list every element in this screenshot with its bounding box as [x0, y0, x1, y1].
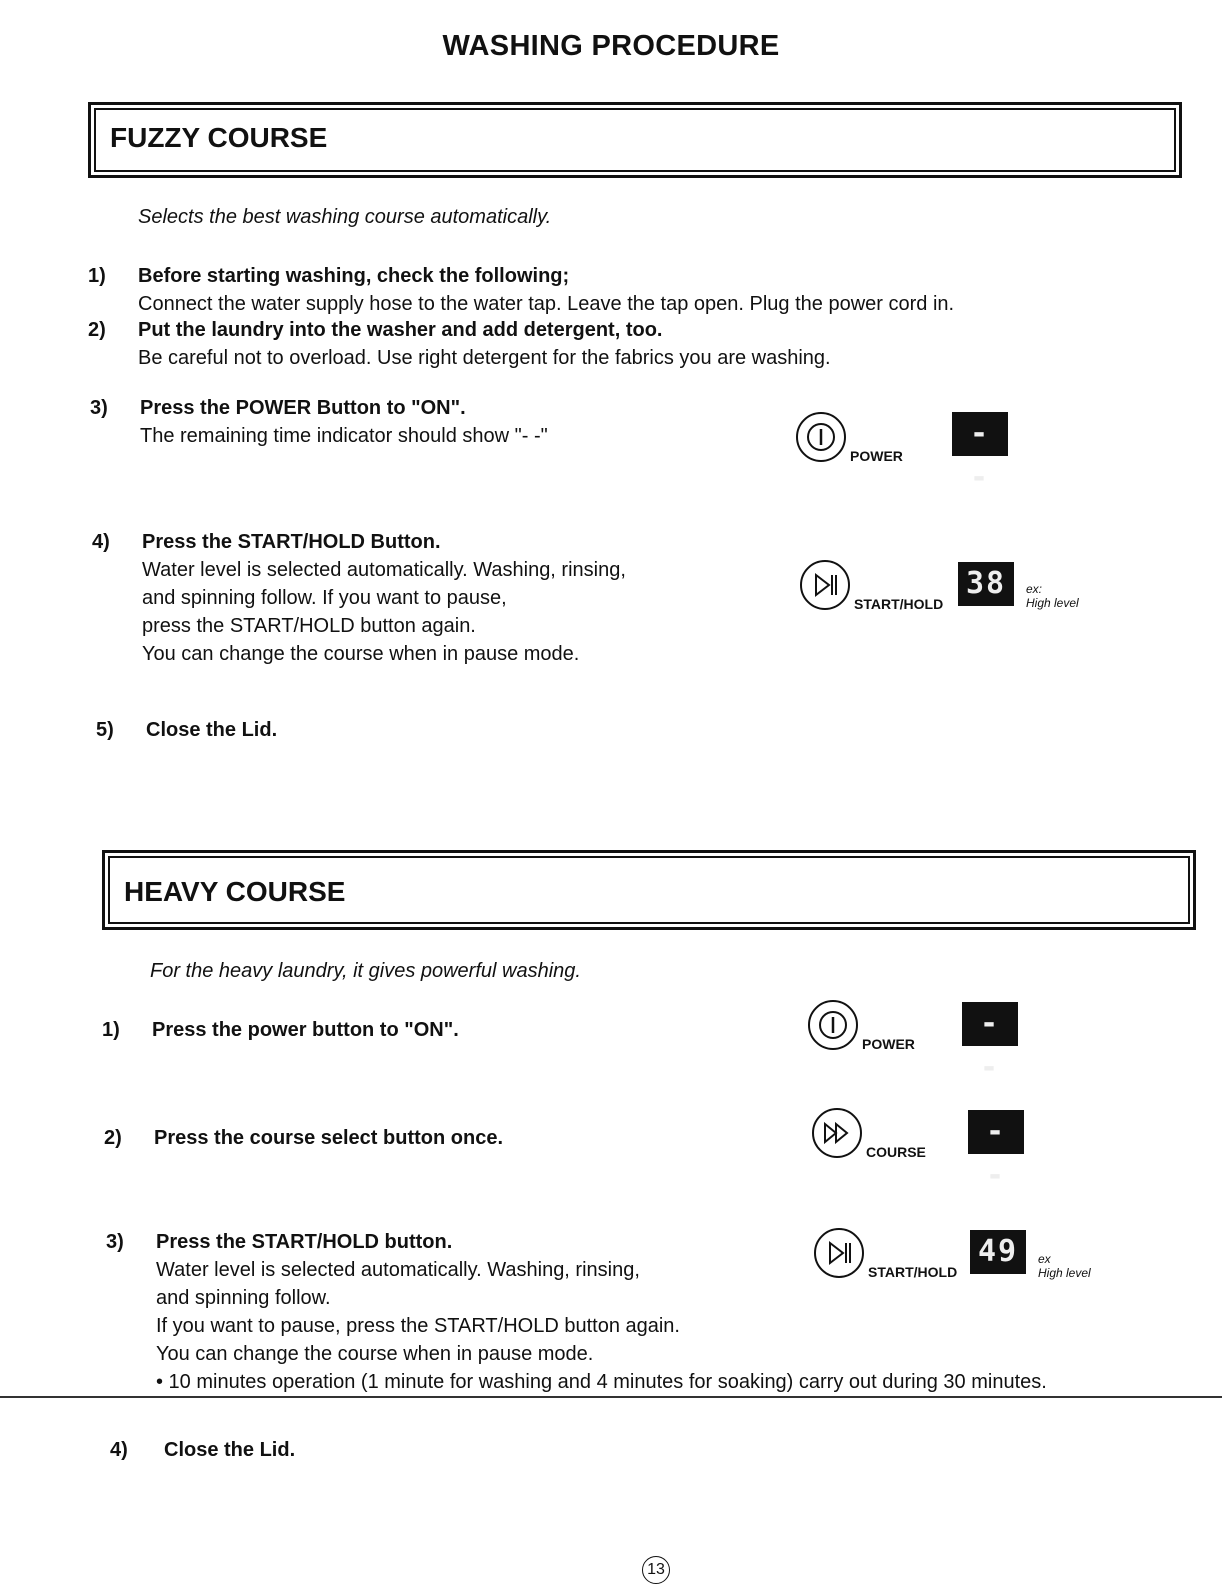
- heavy-course-intro: For the heavy laundry, it gives powerful washing.: [150, 960, 581, 982]
- step-number: 1): [102, 1019, 120, 1041]
- fuzzy-start-hold-display: 38: [958, 562, 1014, 606]
- step-heading: Press the power button to "ON".: [152, 1019, 459, 1041]
- play-pause-icon: [814, 1228, 864, 1278]
- fuzzy-power-display: - -: [952, 412, 1008, 456]
- heavy-start-hold-control: [814, 1228, 964, 1288]
- heavy-display-note: ex High level: [1038, 1252, 1091, 1280]
- step-line: The remaining time indicator should show "- -": [140, 425, 548, 447]
- step-line: You can change the course when in pause mode.: [142, 643, 580, 665]
- step-number: 4): [92, 531, 110, 553]
- step-heading: Close the Lid.: [146, 719, 278, 741]
- power-label: POWER: [850, 448, 903, 464]
- step-line: press the START/HOLD button again.: [142, 615, 476, 637]
- step-heading: Put the laundry into the washer and add detergent, too.: [138, 319, 663, 341]
- fuzzy-start-hold-control: [800, 560, 950, 620]
- page-number: 13: [642, 1556, 670, 1584]
- fast-forward-icon: [812, 1108, 862, 1158]
- heavy-course-display: - -: [968, 1110, 1024, 1154]
- start-hold-label: START/HOLD: [868, 1264, 958, 1280]
- heavy-power-display: - -: [962, 1002, 1018, 1046]
- step-number: 2): [88, 319, 106, 341]
- step-heading: Press the START/HOLD Button.: [142, 531, 441, 553]
- step-number: 5): [96, 719, 114, 741]
- step-line: Water level is selected automatically. Washing, rinsing,: [142, 559, 626, 581]
- step-number: 1): [88, 265, 106, 287]
- play-pause-icon: [800, 560, 850, 610]
- step-line: Water level is selected automatically. Washing, rinsing,: [156, 1259, 640, 1281]
- step-line: • 10 minutes operation (1 minute for washing and 4 minutes for soaking) carry out during 30 minutes.: [156, 1371, 1047, 1393]
- fuzzy-course-title: FUZZY COURSE: [110, 122, 328, 153]
- step-line: and spinning follow.: [156, 1287, 331, 1309]
- heavy-power-control: [808, 1000, 928, 1060]
- step-heading: Before starting washing, check the following;: [138, 265, 570, 287]
- step-number: 3): [90, 397, 108, 419]
- step-number: 3): [106, 1231, 124, 1253]
- fuzzy-course-intro: Selects the best washing course automatically.: [138, 206, 552, 228]
- step-line: You can change the course when in pause mode.: [156, 1343, 594, 1365]
- start-hold-label: START/HOLD: [854, 596, 944, 612]
- step-line: Be careful not to overload. Use right detergent for the fabrics you are washing.: [138, 347, 831, 369]
- step-heading: Close the Lid.: [164, 1439, 296, 1461]
- power-icon: [808, 1000, 858, 1050]
- step-heading: Press the POWER Button to "ON".: [140, 397, 466, 419]
- step-number: 2): [104, 1127, 122, 1149]
- step-heading: Press the START/HOLD button.: [156, 1231, 453, 1253]
- step-line: If you want to pause, press the START/HOLD button again.: [156, 1315, 680, 1337]
- heavy-start-hold-display: 49: [970, 1230, 1026, 1274]
- step-number: 4): [110, 1439, 128, 1461]
- divider: [0, 1396, 1222, 1398]
- step-line: Connect the water supply hose to the water tap. Leave the tap open. Plug the power cord in.: [138, 293, 955, 315]
- fuzzy-display-note: ex: High level: [1026, 582, 1079, 610]
- step-heading: Press the course select button once.: [154, 1127, 503, 1149]
- heavy-course-control: [812, 1108, 942, 1168]
- step-line: and spinning follow. If you want to pause,: [142, 587, 507, 609]
- heavy-course-title: HEAVY COURSE: [124, 876, 346, 907]
- power-icon: [796, 412, 846, 462]
- course-label: COURSE: [866, 1144, 926, 1160]
- page-title: WASHING PROCEDURE: [442, 30, 780, 62]
- fuzzy-power-control: [796, 412, 916, 472]
- power-label: POWER: [862, 1036, 915, 1052]
